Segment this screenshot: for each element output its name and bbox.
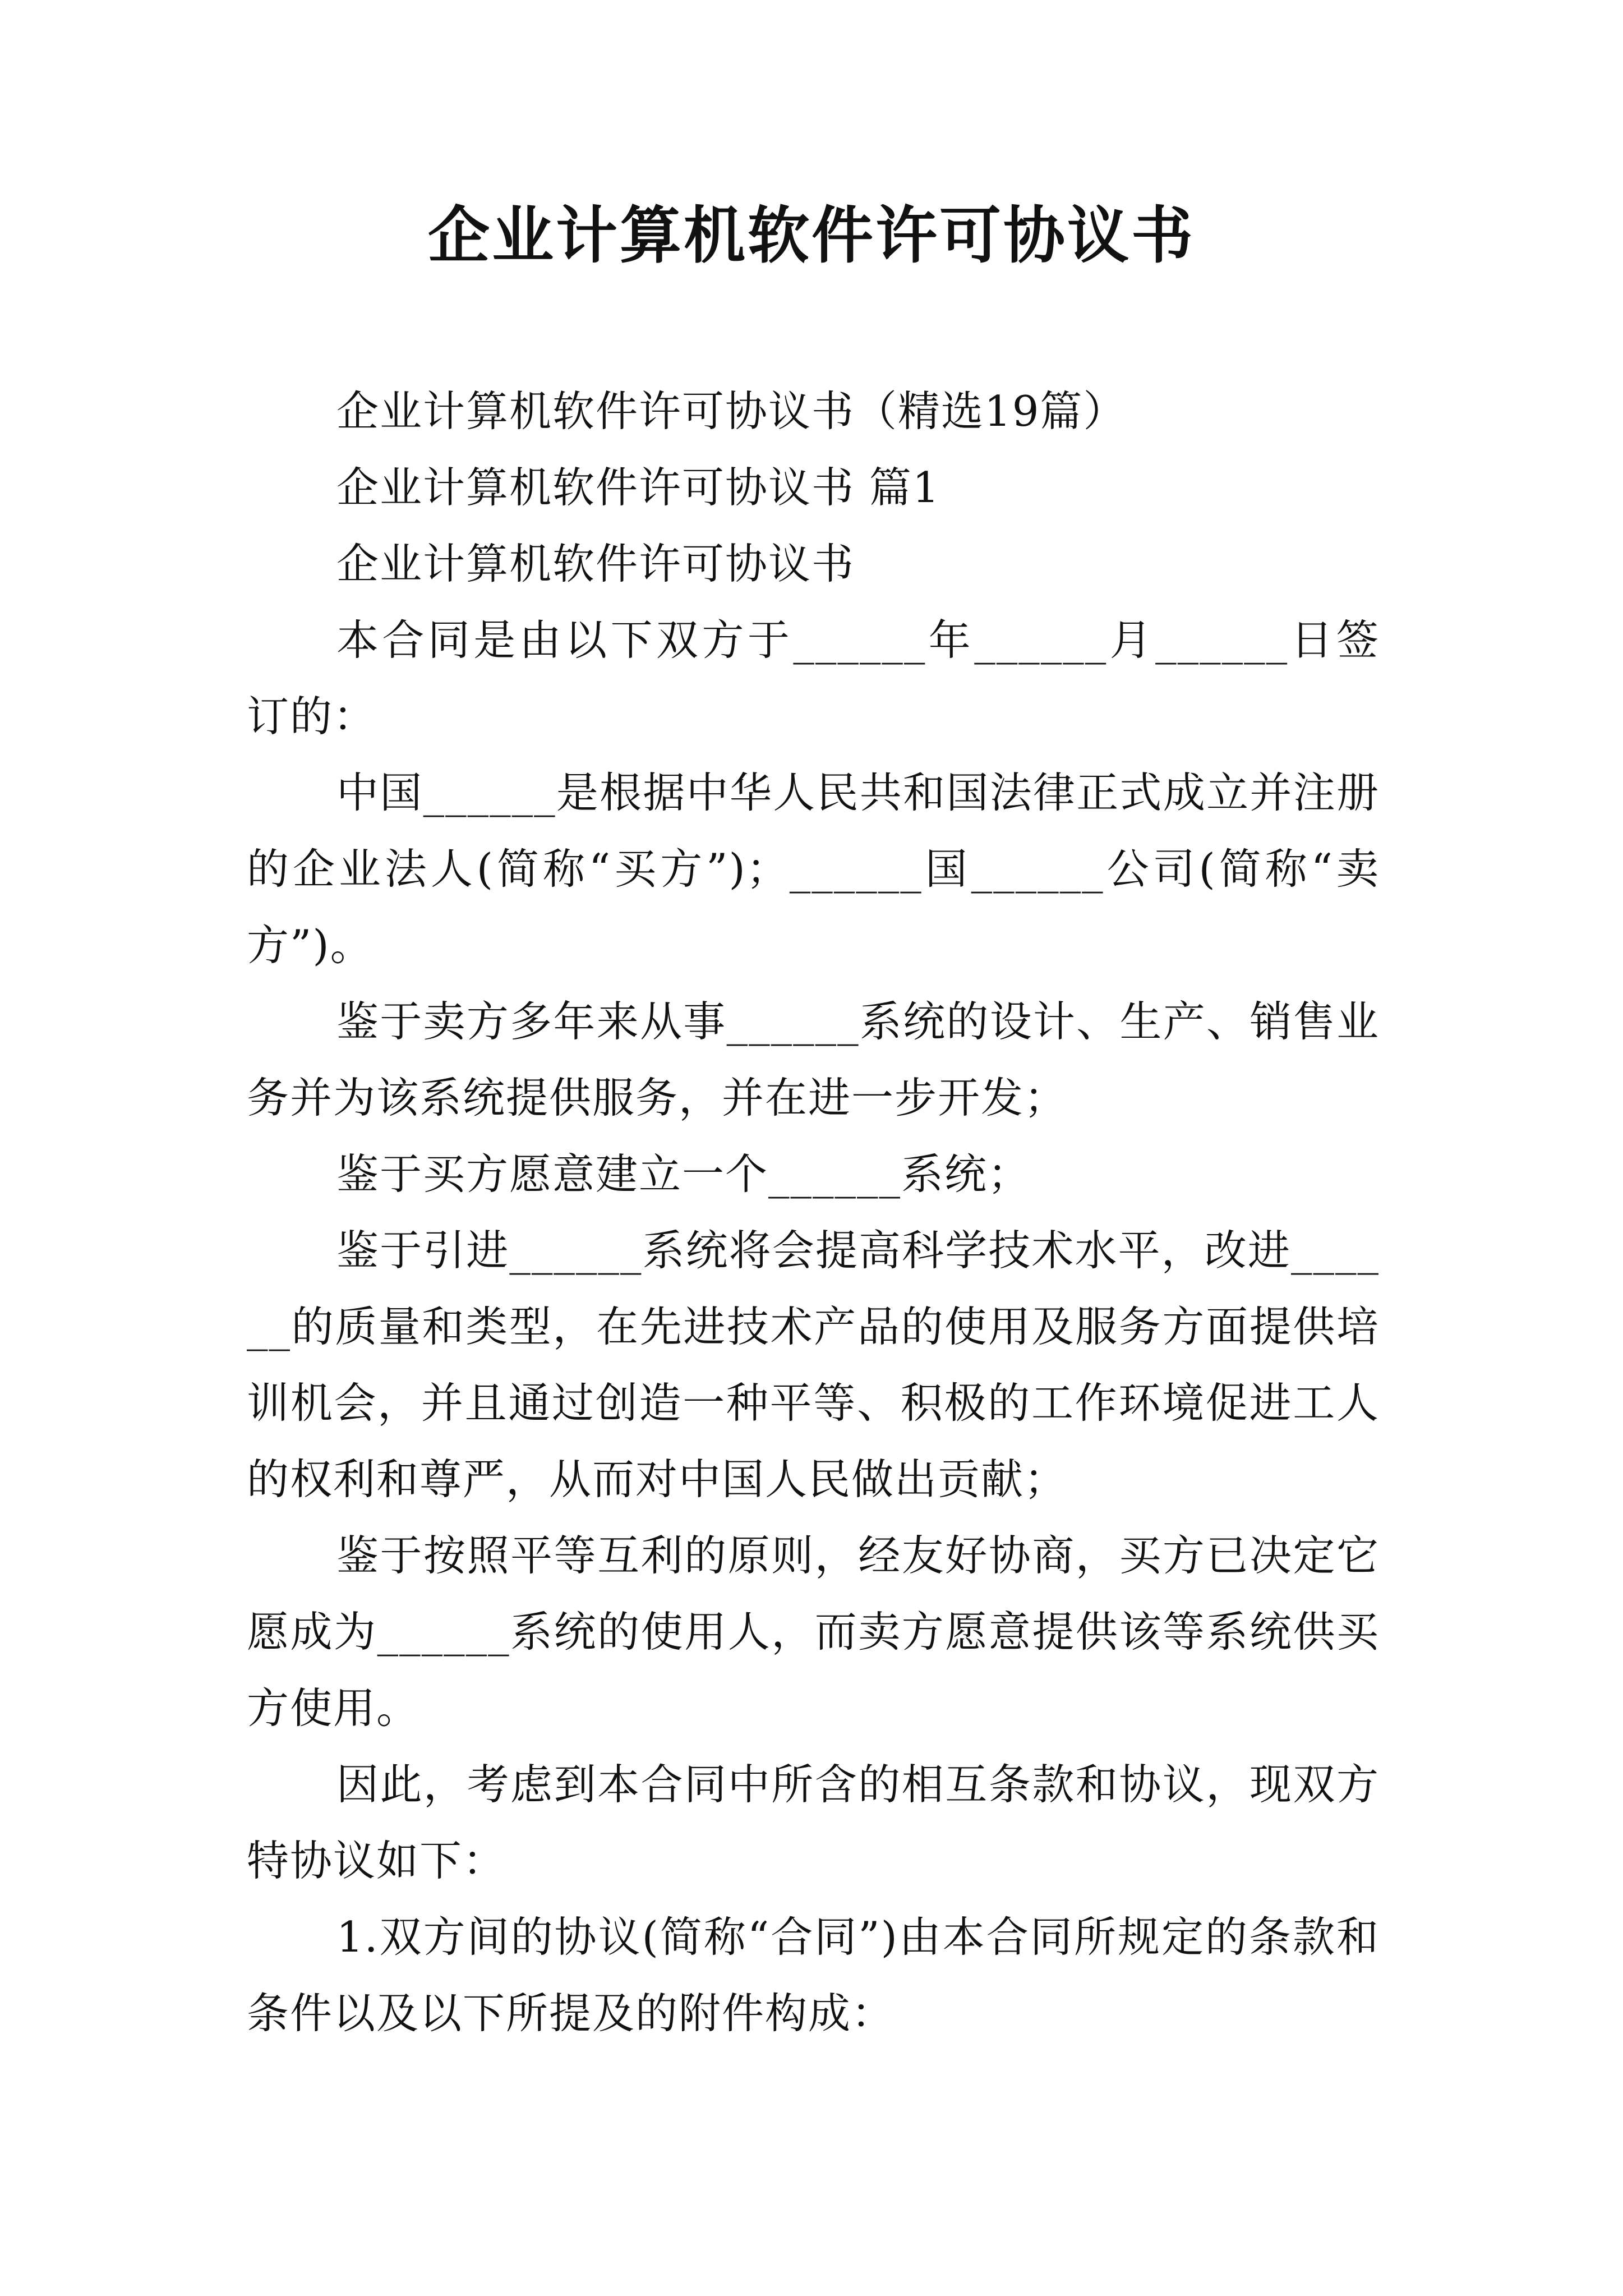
document-title: 企业计算机软件许可协议书 [428, 200, 1195, 272]
document-body [247, 373, 1380, 2051]
paragraph-subtitle: 企业计算机软件许可协议书（精选19篇） [336, 386, 1127, 436]
paragraph-clause-1: 1.双方间的协议(简称“合同”)由本合同所规定的条款和条件以及以下所提及的附件构成： [247, 1912, 1380, 2038]
paragraph-signing-date: 本合同是由以下双方于______年______月______日签订的： [247, 615, 1380, 741]
paragraph-parties: 中国______是根据中华人民共和国法律正式成立并注册的企业法人(简称“买方”)；______国______公司(简称“卖方”)。 [247, 768, 1380, 970]
paragraph-whereas-mutual-benefit: 鉴于按照平等互利的原则，经友好协商，买方已决定它愿成为______系统的使用人，而卖方愿意提供该等系统供买方使用。 [247, 1531, 1380, 1733]
paragraph-whereas-introduction: 鉴于引进______系统将会提高科学技术水平，改进______的质量和类型，在先进技术产品的使用及服务方面提供培训机会，并且通过创造一种平等、积极的工作环境促进工人的权利和尊严，从而对中国人民做出贡献； [247, 1226, 1380, 1504]
paragraph-contract-name: 企业计算机软件许可协议书 [336, 539, 855, 588]
paragraph-section-heading: 企业计算机软件许可协议书 篇1 [336, 463, 940, 512]
paragraph-whereas-seller: 鉴于卖方多年来从事______系统的设计、生产、销售业务并为该系统提供服务，并在进一步开发； [247, 997, 1380, 1122]
paragraph-therefore: 因此，考虑到本合同中所含的相互条款和协议，现双方特协议如下： [247, 1760, 1380, 1885]
paragraph-whereas-buyer: 鉴于买方愿意建立一个______系统； [336, 1149, 1031, 1199]
